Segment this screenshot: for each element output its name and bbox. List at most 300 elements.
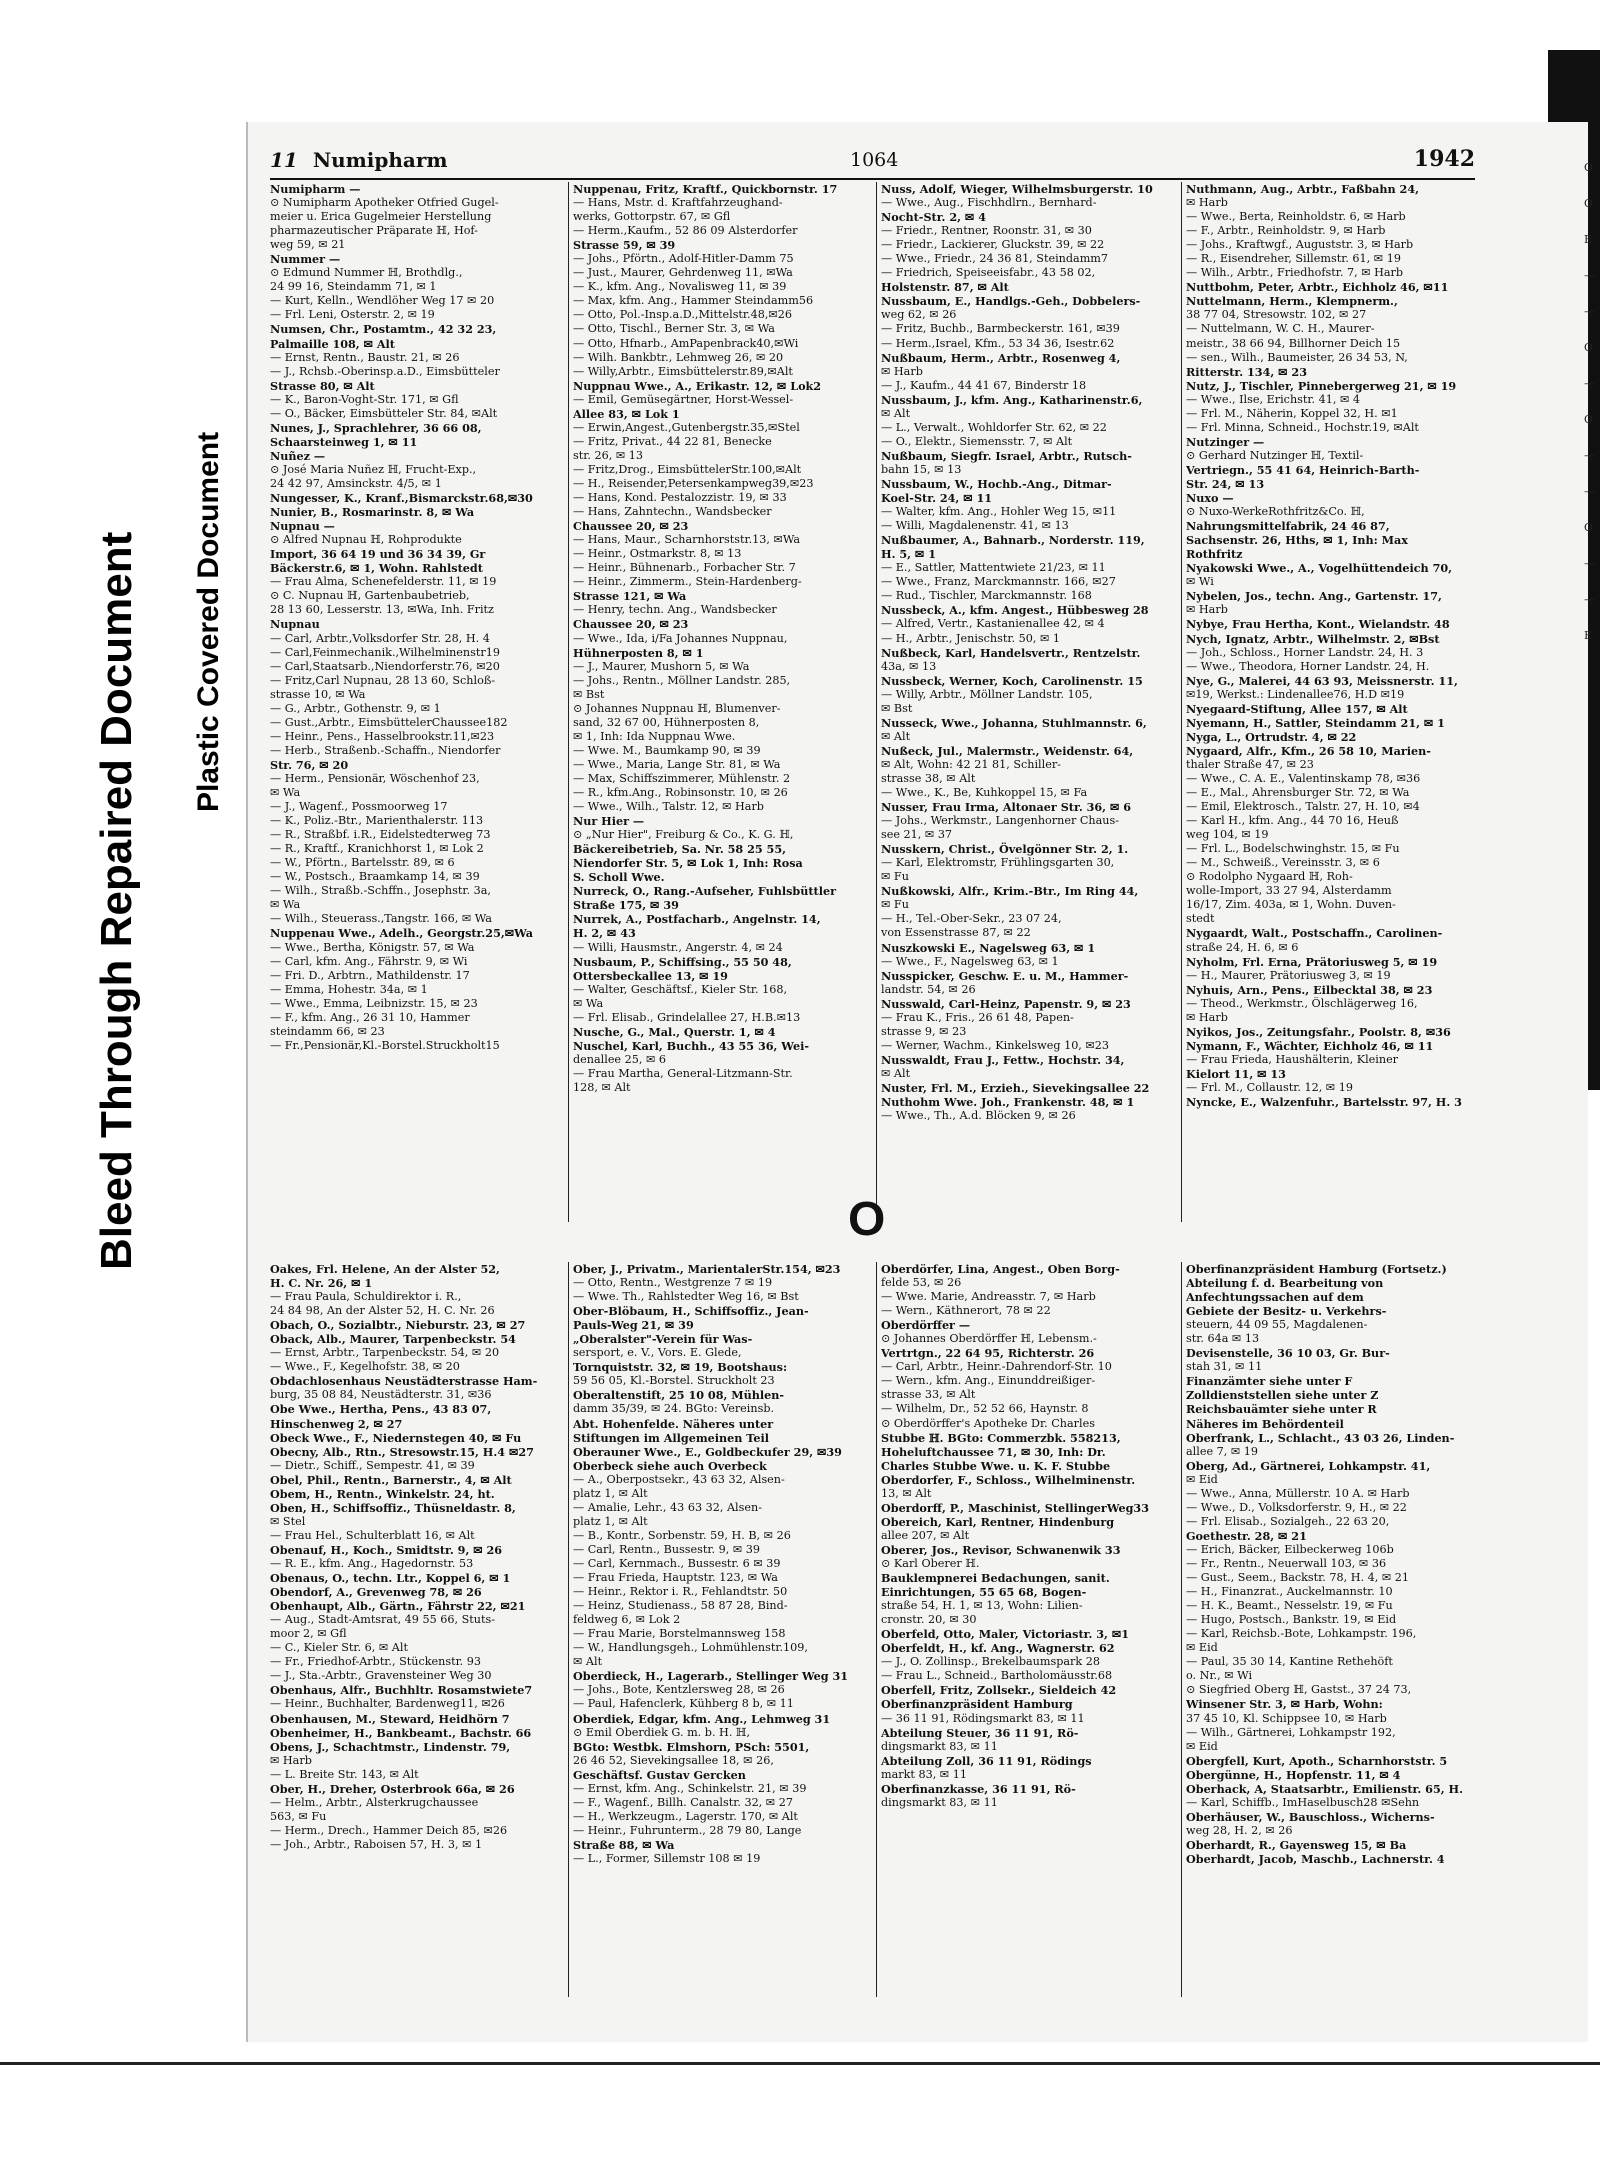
edge-fragment: — xyxy=(1584,557,1595,570)
directory-entry-line: — Henry, techn. Ang., Wandsbecker xyxy=(573,603,777,617)
edge-fragment: O xyxy=(1584,413,1594,426)
directory-entry-line: — Karl, Schiffb., ImHaselbusch28 ✉Sehn xyxy=(1186,1795,1420,1809)
directory-entry-line: — sen., Wilh., Baumeister, 26 34 53, N, xyxy=(1186,350,1408,364)
directory-entry-line: — Frau L., Schneid., Bartholomäusstr.68 xyxy=(881,1669,1113,1683)
directory-entry-line: 563, ✉ Fu xyxy=(270,1809,327,1823)
directory-entry-line: Nuszkowski E., Nagelsweg 63, ✉ 1 xyxy=(881,940,1096,955)
directory-entry-line: Nummer — xyxy=(270,252,341,267)
directory-entry-line: — Heinz, Studienass., 58 87 28, Bind- xyxy=(573,1599,788,1613)
directory-entry-line: — Karl H., kfm. Ang., 44 70 16, Heuß xyxy=(1186,814,1399,828)
directory-entry-line: — Willi, Hausmstr., Angerstr. 4, ✉ 24 xyxy=(573,940,783,954)
directory-entry-line: Strasse 59, ✉ 39 xyxy=(573,238,676,253)
directory-entry-line: Nuppenau Wwe., Adelh., Georgstr.25,✉Wa xyxy=(270,926,533,941)
header-year: 1942 xyxy=(1413,146,1475,172)
directory-entry-line: — Wilh. Bankbtr., Lehmweg 26, ✉ 20 xyxy=(573,350,784,364)
directory-entry-line: Oberer, Jos., Revisor, Schwanenwik 33 xyxy=(881,1542,1121,1557)
scan-bottom-rule xyxy=(0,2062,1600,2065)
directory-entry-line: — Frau Martha, General-Litzmann-Str. xyxy=(573,1066,793,1080)
directory-entry-line: — Otto, Rentn., Westgrenze 7 ✉ 19 xyxy=(573,1276,773,1290)
directory-entry-line: — Max, kfm. Ang., Hammer Steindamm56 xyxy=(573,294,814,308)
directory-entry-line: Oberfinanzpräsident Hamburg xyxy=(881,1697,1073,1712)
directory-entry-line: ⊙ Alfred Nupnau ℍ, Rohprodukte xyxy=(270,533,462,547)
bottom-column-4 xyxy=(1186,1262,1475,1997)
directory-entry-line: — Wilh., Gärtnerei, Lohkampstr 192, xyxy=(1186,1725,1396,1739)
directory-entry-line: — Frau Marie, Borstelmannsweg 158 xyxy=(573,1627,786,1641)
top-column-4 xyxy=(1186,182,1475,1222)
directory-entry-line: Oberfinanzpräsident Hamburg (Fortsetz.) xyxy=(1186,1262,1447,1276)
directory-entry-line: 37 45 10, Kl. Schippsee 10, ✉ Harb xyxy=(1186,1711,1387,1725)
directory-entry-line: Nußbeck, Karl, Handelsvertr., Rentzelstr. xyxy=(881,645,1141,660)
directory-entry-line: ✉ Alt xyxy=(573,1655,603,1669)
edge-fragment: E xyxy=(1584,233,1593,246)
directory-entry-line: — Wwe., Friedr., 24 36 81, Steindamm7 xyxy=(881,252,1109,266)
top-column-2 xyxy=(573,182,868,1222)
directory-entry-line: moor 2, ✉ Gfl xyxy=(270,1627,347,1641)
directory-entry-line: — Otto, Tischl., Berner Str. 3, ✉ Wa xyxy=(573,322,775,336)
directory-entry-line: — Wwe., C. A. E., Valentinskamp 78, ✉36 xyxy=(1186,771,1421,785)
directory-entry-line: Strasse 80, ✉ Alt xyxy=(270,378,375,393)
directory-entry-line: — Friedr., Rentner, Roonstr. 31, ✉ 30 xyxy=(881,224,1092,238)
directory-entry-line: — H., Maurer, Prätoriusweg 3, ✉ 19 xyxy=(1186,968,1391,982)
directory-entry-line: weg 104, ✉ 19 xyxy=(1186,828,1269,842)
edge-fragment: O xyxy=(1584,521,1594,534)
directory-entry-line: — Herb., Straßenb.-Schaffn., Niendorfer xyxy=(270,743,501,757)
directory-entry-line: — Gust.,Arbtr., EimsbüttelerChaussee182 xyxy=(270,715,508,729)
directory-entry-line: Nusbaum, P., Schiffsing., 55 50 48, xyxy=(573,954,792,969)
directory-entry-line: Oakes, Frl. Helene, An der Alster 52, xyxy=(270,1262,500,1276)
directory-entry-line: Ober, H., Dreher, Osterbrook 66a, ✉ 26 xyxy=(270,1781,515,1796)
directory-entry-line: — Fritz,Drog., EimsbüttelerStr.100,✉Alt xyxy=(573,462,802,476)
directory-entry-line: Bauklempnerei Bedachungen, sanit. xyxy=(881,1571,1110,1586)
directory-entry-line: — Karl, Elektromstr, Frühlingsgarten 30, xyxy=(881,856,1115,870)
directory-entry-line: — J., Maurer, Mushorn 5, ✉ Wa xyxy=(573,659,750,673)
directory-entry-line: ✉ Alt, Wohn: 42 21 81, Schiller- xyxy=(881,757,1061,771)
directory-entry-line: — Joh., Arbtr., Raboisen 57, H. 3, ✉ 1 xyxy=(270,1837,483,1851)
directory-entry-line: damm 35/39, ✉ 24. BGto: Vereinsb. xyxy=(573,1402,775,1416)
directory-entry-line: Numipharm — xyxy=(270,182,361,196)
directory-entry-line: ✉ Eid xyxy=(1186,1472,1218,1486)
edge-fragment: E xyxy=(1584,629,1593,642)
directory-entry-line: — Frau Frieda, Hauptstr. 123, ✉ Wa xyxy=(573,1571,778,1585)
directory-entry-line: S. Scholl Wwe. xyxy=(573,870,665,885)
directory-entry-line: Nuttbohm, Peter, Arbtr., Eichholz 46, ✉11 xyxy=(1186,280,1449,295)
directory-entry-line: — Wilh., Steuerass.,Tangstr. 166, ✉ Wa xyxy=(270,912,492,926)
directory-entry-line: — J., Sta.-Arbtr., Gravensteiner Weg 30 xyxy=(270,1669,492,1683)
directory-entry-line: — Dietr., Schiff., Sempestr. 41, ✉ 39 xyxy=(270,1458,475,1472)
directory-entry-line: see 21, ✉ 37 xyxy=(881,828,953,842)
directory-entry-line: ✉ Fu xyxy=(881,870,909,884)
directory-entry-line: — H., Arbtr., Jenischstr. 50, ✉ 1 xyxy=(881,631,1061,645)
edge-fragment: — xyxy=(1584,269,1595,282)
directory-entry-line: — E., Sattler, Mattentwiete 21/23, ✉ 11 xyxy=(881,561,1106,575)
directory-entry-line: Obenauf, H., Koch., Smidtstr. 9, ✉ 26 xyxy=(270,1542,503,1557)
directory-entry-line: Import, 36 64 19 und 36 34 39, Gr xyxy=(270,547,486,562)
directory-entry-line: Obdachlosenhaus Neustädterstrasse Ham- xyxy=(270,1374,538,1389)
directory-entry-line: ⊙ Nuxo-WerkeRothfritz&Co. ℍ, xyxy=(1186,505,1365,519)
directory-entry-line: Nuppenau, Fritz, Kraftf., Quickbornstr. 17 xyxy=(573,182,838,196)
directory-entry-line: — Carl, Arbtr.,Volksdorfer Str. 28, H. 4 xyxy=(270,631,490,645)
directory-entry-line: „Oberalster"-Verein für Was- xyxy=(573,1332,753,1347)
directory-entry-line: — Johs., Bote, Kentzlersweg 28, ✉ 26 xyxy=(573,1683,785,1697)
directory-entry-line: — 36 11 91, Rödingsmarkt 83, ✉ 11 xyxy=(881,1711,1085,1725)
directory-entry-line: Nusche, G., Mal., Querstr. 1, ✉ 4 xyxy=(573,1024,776,1039)
directory-entry-line: — Johs., Rentn., Möllner Landstr. 285, xyxy=(573,673,791,687)
directory-entry-line: ⊙ Siegfried Oberg ℍ, Gastst., 37 24 73, xyxy=(1186,1683,1412,1697)
directory-entry-line: — Wilh., Arbtr., Friedhofstr. 7, ✉ Harb xyxy=(1186,266,1404,280)
directory-entry-line: — Paul, Hafenclerk, Kühberg 8 b, ✉ 11 xyxy=(573,1697,794,1711)
directory-entry-line: ⊙ Rodolpho Nygaard ℍ, Roh- xyxy=(1186,870,1353,884)
directory-entry-line: Obenaus, O., techn. Ltr., Koppel 6, ✉ 1 xyxy=(270,1571,511,1586)
directory-entry-line: — Walter, Geschäftsf., Kieler Str. 168, xyxy=(573,982,788,996)
directory-entry-line: — Alfred, Vertr., Kastanienallee 42, ✉ 4 xyxy=(881,617,1105,631)
directory-entry-line: Nybelen, Jos., techn. Ang., Gartenstr. 17, xyxy=(1186,589,1442,604)
directory-entry-line: Oberfeld, Otto, Maler, Victoriastr. 3, ✉1 xyxy=(881,1627,1129,1642)
edge-fragment: — xyxy=(1584,449,1595,462)
directory-entry-line: Stiftungen im Allgemeinen Teil xyxy=(573,1430,769,1445)
directory-entry-line: steuern, 44 09 55, Magdalenen- xyxy=(1186,1318,1368,1332)
directory-entry-line: — Wwe., Ilse, Erichstr. 41, ✉ 4 xyxy=(1186,392,1361,406)
directory-entry-line: Nupnau xyxy=(270,617,320,632)
directory-entry-line: Obenhausen, M., Steward, Heidhörn 7 xyxy=(270,1711,510,1726)
edge-fragment: — xyxy=(1584,593,1595,606)
directory-entry-line: — K., Poliz.-Btr., Marienthalerstr. 113 xyxy=(270,814,484,828)
directory-entry-line: — Wwe. M., Baumkamp 90, ✉ 39 xyxy=(573,743,761,757)
directory-entry-line: Hoheluftchaussee 71, ✉ 30, Inh: Dr. xyxy=(881,1444,1106,1459)
directory-entry-line: Nusspicker, Geschw. E. u. M., Hammer- xyxy=(881,968,1129,983)
directory-entry-line: — Wern., kfm. Ang., Einunddreißiger- xyxy=(881,1374,1096,1388)
directory-entry-line: Oben, H., Schiffsoffiz., Thüsneldastr. 8, xyxy=(270,1500,516,1515)
directory-entry-line: stedt xyxy=(1186,912,1215,926)
column-divider xyxy=(1181,182,1182,1222)
directory-entry-line: Nye, G., Malerei, 44 63 93, Meissnerstr. 11, xyxy=(1186,673,1458,688)
directory-entry-line: — C., Kieler Str. 6, ✉ Alt xyxy=(270,1641,408,1655)
column-divider xyxy=(876,182,877,1222)
directory-entry-line: — Johs., Kraftwgf., Auguststr. 3, ✉ Harb xyxy=(1186,238,1414,252)
directory-entry-line: — Wwe., Bertha, Königstr. 57, ✉ Wa xyxy=(270,940,475,954)
directory-entry-line: — Fri. D., Arbtrn., Mathildenstr. 17 xyxy=(270,968,470,982)
directory-entry-line: Obereich, Karl, Rentner, Hindenburg xyxy=(881,1514,1115,1529)
directory-entry-line: 26 46 52, Sievekingsallee 18, ✉ 26, xyxy=(573,1753,774,1767)
directory-entry-line: — J., Kaufm., 44 41 67, Binderstr 18 xyxy=(881,378,1087,392)
directory-entry-line: Nurrek, A., Postfacharb., Angelnstr. 14, xyxy=(573,912,821,927)
directory-entry-line: weg 28, H. 2, ✉ 26 xyxy=(1186,1823,1293,1837)
directory-entry-line: Nybye, Frau Hertha, Kont., Wielandstr. 48 xyxy=(1186,617,1450,632)
directory-entry-line: — Nuttelmann, W. C. H., Maurer- xyxy=(1186,322,1375,336)
directory-entry-line: — L., Former, Sillemstr 108 ✉ 19 xyxy=(573,1851,761,1865)
directory-entry-line: — R., Kraftf., Kranichhorst 1, ✉ Lok 2 xyxy=(270,842,484,856)
directory-entry-line: 16/17, Zim. 403a, ✉ 1, Wohn. Duven- xyxy=(1186,898,1396,912)
directory-entry-line: Nussbaum, W., Hochb.-Ang., Ditmar- xyxy=(881,476,1112,491)
bleed-through-label: Bleed Through Repaired Document xyxy=(92,531,141,1270)
directory-entry-line: Nyakowski Wwe., A., Vogelhüttendeich 70, xyxy=(1186,561,1453,576)
directory-entry-line: — Wwe., Emma, Leibnizstr. 15, ✉ 23 xyxy=(270,996,478,1010)
directory-entry-line: Nupnau — xyxy=(270,519,335,534)
directory-entry-line: — L. Breite Str. 143, ✉ Alt xyxy=(270,1767,419,1781)
directory-entry-line: Nussbaum, J., kfm. Ang., Katharinenstr.6, xyxy=(881,392,1143,407)
directory-entry-line: Nocht-Str. 2, ✉ 4 xyxy=(881,210,986,225)
directory-entry-line: Nyegaard-Stiftung, Allee 157, ✉ Alt xyxy=(1186,701,1408,716)
section-letter: O xyxy=(848,1193,886,1246)
directory-entry-line: ⊙ Emil Oberdiek G. m. b. H. ℍ, xyxy=(573,1725,751,1739)
page-header xyxy=(270,146,1475,176)
directory-entry-line: meier u. Erica Gugelmeier Herstellung xyxy=(270,210,492,224)
directory-entry-line: Obergfell, Kurt, Apoth., Scharnhorststr. 5 xyxy=(1186,1753,1448,1768)
directory-entry-line: Allee 83, ✉ Lok 1 xyxy=(573,406,680,421)
directory-entry-line: — Heinr., Bühnenarb., Forbacher Str. 7 xyxy=(573,561,796,575)
directory-entry-line: — Fr., Friedhof-Arbtr., Stückenstr. 93 xyxy=(270,1655,482,1669)
directory-entry-line: Nussbeck, A., kfm. Angest., Hübbesweg 28 xyxy=(881,603,1149,618)
directory-entry-line: — Rud., Tischler, Marckmannstr. 168 xyxy=(881,589,1092,603)
directory-entry-line: — Willy, Arbtr., Möllner Landstr. 105, xyxy=(881,687,1093,701)
directory-entry-line: H. 5, ✉ 1 xyxy=(881,547,936,562)
directory-entry-line: Reichsbauämter siehe unter R xyxy=(1186,1402,1377,1417)
directory-entry-line: allee 7, ✉ 19 xyxy=(1186,1444,1259,1458)
directory-entry-line: — Fritz,Carl Nupnau, 28 13 60, Schloß- xyxy=(270,673,496,687)
directory-entry-line: — Kurt, Kelln., Wendlöher Weg 17 ✉ 20 xyxy=(270,294,495,308)
edge-fragment: — xyxy=(1584,377,1595,390)
directory-entry-line: — Frau Frieda, Haushälterin, Kleiner xyxy=(1186,1052,1399,1066)
directory-entry-line: wolle-Import, 33 27 94, Alsterdamm xyxy=(1186,884,1392,898)
directory-entry-line: — Heinr., Pens., Hasselbrookstr.11,✉23 xyxy=(270,729,495,743)
directory-entry-line: felde 53, ✉ 26 xyxy=(881,1276,962,1290)
directory-entry-line: — Frl. L., Bodelschwinghstr. 15, ✉ Fu xyxy=(1186,842,1400,856)
directory-entry-line: — Frl. Minna, Schneid., Hochstr.19, ✉Alt xyxy=(1186,420,1419,434)
directory-entry-line: — Friedr., Lackierer, Gluckstr. 39, ✉ 22 xyxy=(881,238,1105,252)
directory-entry-line: — H., Tel.-Ober-Sekr., 23 07 24, xyxy=(881,912,1062,926)
directory-entry-line: — K., Baron-Voght-Str. 171, ✉ Gfl xyxy=(270,392,459,406)
directory-entry-line: ⊙ Oberdörffer's Apotheke Dr. Charles xyxy=(881,1416,1095,1430)
directory-entry-line: — F., Arbtr., Reinholdstr. 9, ✉ Harb xyxy=(1186,224,1386,238)
directory-entry-line: Nygaardt, Walt., Postschaffn., Carolinen- xyxy=(1186,926,1443,941)
directory-entry-line: — Herm.,Kaufm., 52 86 09 Alsterdorfer xyxy=(573,224,798,238)
directory-entry-line: Nutzinger — xyxy=(1186,434,1265,449)
directory-entry-line: Bäckerstr.6, ✉ 1, Wohn. Rahlstedt xyxy=(270,561,483,576)
directory-entry-line: ⊙ Karl Oberer ℍ. xyxy=(881,1556,980,1570)
directory-entry-line: Devisenstelle, 36 10 03, Gr. Bur- xyxy=(1186,1346,1390,1361)
directory-entry-line: — Heinr., Fuhrunterm., 28 79 80, Lange xyxy=(573,1823,802,1837)
directory-entry-line: ✉ Fu xyxy=(881,898,909,912)
directory-entry-line: — H., Reisender,Petersenkampweg39,✉23 xyxy=(573,476,814,490)
directory-entry-line: — Frau Hel., Schulterblatt 16, ✉ Alt xyxy=(270,1528,475,1542)
directory-entry-line: ✉ Harb xyxy=(881,364,923,378)
directory-entry-line: — Wwe., F., Kegelhofstr. 38, ✉ 20 xyxy=(270,1360,460,1374)
directory-entry-line: ⊙ Johannes Nuppnau ℍ, Blumenver- xyxy=(573,701,781,715)
directory-entry-line: — Frau Alma, Schenefelderstr. 11, ✉ 19 xyxy=(270,575,497,589)
directory-entry-line: straße 24, H. 6, ✉ 6 xyxy=(1186,940,1299,954)
directory-entry-line: — Wwe. Marie, Andreasstr. 7, ✉ Harb xyxy=(881,1290,1096,1304)
directory-entry-line: Nußbaum, Herm., Arbtr., Rosenweg 4, xyxy=(881,350,1121,365)
directory-entry-line: Nygaard, Alfr., Kfm., 26 58 10, Marien- xyxy=(1186,743,1431,758)
directory-entry-line: — Emil, Elektrosch., Talstr. 27, H. 10, ✉4 xyxy=(1186,800,1420,814)
directory-entry-line: cronstr. 20, ✉ 30 xyxy=(881,1613,977,1627)
directory-entry-line: — A., Oberpostsekr., 43 63 32, Alsen- xyxy=(573,1472,785,1486)
directory-entry-line: werks, Gottorpstr. 67, ✉ Gfl xyxy=(573,210,731,224)
directory-entry-line: ✉ Harb xyxy=(1186,603,1228,617)
top-column-1 xyxy=(270,182,560,1222)
directory-entry-line: — Wwe., Aug., Fischhdlrn., Bernhard- xyxy=(881,196,1097,210)
directory-entry-line: ✉ 1, Inh: Ida Nuppnau Wwe. xyxy=(573,729,736,743)
directory-entry-line: — Wwe., D., Volksdorferstr. 9, H., ✉ 22 xyxy=(1186,1500,1407,1514)
directory-entry-line: Nyncke, E., Walzenfuhr., Bartelsstr. 97, H. 3 xyxy=(1186,1095,1462,1110)
directory-entry-line: Nuthmann, Aug., Arbtr., Faßbahn 24, xyxy=(1186,182,1420,196)
directory-entry-line: Obenhaus, Alfr., Buchhltr. Rosamstwiete7 xyxy=(270,1683,533,1698)
directory-entry-line: platz 1, ✉ Alt xyxy=(573,1514,648,1528)
directory-entry-line: Bäckereibetrieb, Sa. Nr. 58 25 55, xyxy=(573,842,787,857)
directory-entry-line: Nych, Ignatz, Arbtr., Wilhelmstr. 2, ✉Bst xyxy=(1186,631,1440,646)
directory-entry-line: strasse 10, ✉ Wa xyxy=(270,687,366,701)
directory-entry-line: — F., kfm. Ang., 26 31 10, Hammer xyxy=(270,1010,470,1024)
directory-entry-line: Nuster, Frl. M., Erzieh., Sievekingsallee 22 xyxy=(881,1081,1150,1095)
directory-entry-line: BGto: Westbk. Elmshorn, PSch: 5501, xyxy=(573,1739,810,1754)
directory-entry-line: Oberdorfer, F., Schloss., Wilhelminenstr. xyxy=(881,1472,1136,1487)
directory-entry-line: — Wwe., F., Nagelsweg 63, ✉ 1 xyxy=(881,954,1059,968)
directory-entry-line: 24 84 98, An der Alster 52, H. C. Nr. 26 xyxy=(270,1304,495,1318)
directory-entry-line: Oberdorff, P., Maschinist, StellingerWeg33 xyxy=(881,1500,1149,1515)
directory-entry-line: Oberdieck, H., Lagerarb., Stellinger Weg 31 xyxy=(573,1669,849,1684)
directory-entry-line: — Carl, kfm. Ang., Fährstr. 9, ✉ Wi xyxy=(270,954,468,968)
edge-fragment: — xyxy=(1584,485,1595,498)
directory-entry-line: — Wwe. Th., Rahlstedter Weg 16, ✉ Bst xyxy=(573,1290,799,1304)
directory-entry-line: — Amalie, Lehr., 43 63 32, Alsen- xyxy=(573,1500,762,1514)
directory-entry-line: Vertriegn., 55 41 64, Heinrich-Barth- xyxy=(1186,462,1420,477)
directory-entry-line: — Gust., Seem., Backstr. 78, H. 4, ✉ 21 xyxy=(1186,1571,1409,1585)
directory-entry-line: Abteilung Zoll, 36 11 91, Rödings xyxy=(881,1753,1092,1768)
directory-entry-line: Numsen, Chr., Postamtm., 42 32 23, xyxy=(270,322,497,337)
directory-entry-line: ⊙ Edmund Nummer ℍ, Brothdlg., xyxy=(270,266,463,280)
directory-entry-line: ✉ Harb xyxy=(270,1753,312,1767)
directory-entry-line: denallee 25, ✉ 6 xyxy=(573,1052,667,1066)
directory-entry-line: Nyholm, Frl. Erna, Prätoriusweg 5, ✉ 19 xyxy=(1186,954,1438,969)
directory-entry-line: — Walter, kfm. Ang., Hohler Weg 15, ✉11 xyxy=(881,505,1117,519)
directory-entry-line: Nusskern, Christ., Övelgönner Str. 2, 1. xyxy=(881,842,1129,857)
directory-entry-line: Nunes, J., Sprachlehrer, 36 66 08, xyxy=(270,420,482,435)
directory-entry-line: — Carl,Staatsarb.,Niendorferstr.76, ✉20 xyxy=(270,659,500,673)
directory-entry-line: Obergünne, H., Hopfenstr. 11, ✉ 4 xyxy=(1186,1767,1401,1782)
directory-entry-line: — E., Mal., Ahrensburger Str. 72, ✉ Wa xyxy=(1186,786,1410,800)
directory-entry-line: Nurreck, O., Rang.-Aufseher, Fuhlsbüttler xyxy=(573,884,836,899)
directory-entry-line: — Aug., Stadt-Amtsrat, 49 55 66, Stuts- xyxy=(270,1613,495,1627)
directory-entry-line: Nur Hier — xyxy=(573,814,645,829)
directory-entry-line: Str. 76, ✉ 20 xyxy=(270,757,349,772)
directory-entry-line: — Heinr., Ostmarkstr. 8, ✉ 13 xyxy=(573,547,742,561)
top-listing-block xyxy=(270,182,1475,1222)
directory-entry-line: o. Nr., ✉ Wi xyxy=(1186,1669,1253,1683)
directory-entry-line: — R. E., kfm. Ang., Hagedornstr. 53 xyxy=(270,1556,474,1570)
directory-entry-line: steindamm 66, ✉ 23 xyxy=(270,1024,385,1038)
directory-entry-line: — Werner, Wachm., Kinkelsweg 10, ✉23 xyxy=(881,1038,1110,1052)
directory-entry-line: — Wwe., K., Be, Kuhkoppel 15, ✉ Fa xyxy=(881,786,1088,800)
directory-entry-line: straße 54, H. 1, ✉ 13, Wohn: Lilien- xyxy=(881,1599,1083,1613)
directory-entry-line: — Herm., Drech., Hammer Deich 85, ✉26 xyxy=(270,1823,508,1837)
directory-entry-line: — H., Finanzrat., Auckelmannstr. 10 xyxy=(1186,1585,1393,1599)
directory-entry-line: Hinschenweg 2, ✉ 27 xyxy=(270,1416,403,1431)
directory-entry-line: 24 99 16, Steindamm 71, ✉ 1 xyxy=(270,280,437,294)
directory-entry-line: Nußbaumer, A., Bahnarb., Norderstr. 119, xyxy=(881,533,1145,548)
directory-entry-line: — Erich, Bäcker, Eilbeckerweg 106b xyxy=(1186,1542,1394,1556)
directory-entry-line: Obecny, Alb., Rtn., Stresowstr.15, H.4 ✉27 xyxy=(270,1444,534,1459)
directory-entry-line: — Joh., Schloss., Horner Landstr. 24, H. 3 xyxy=(1186,645,1424,659)
directory-entry-line: ✉ Stel xyxy=(270,1514,306,1528)
directory-entry-line: str. 26, ✉ 13 xyxy=(573,448,643,462)
directory-entry-line: ⊙ Numipharm Apotheker Otfried Gugel- xyxy=(270,196,499,210)
directory-entry-line: ⊙ Gerhard Nutzinger ℍ, Textil- xyxy=(1186,448,1364,462)
column-divider xyxy=(1181,1262,1182,1997)
directory-entry-line: Str. 24, ✉ 13 xyxy=(1186,476,1265,491)
directory-entry-line: ✉ Wa xyxy=(270,898,301,912)
directory-entry-line: Rothfritz xyxy=(1186,547,1243,562)
directory-entry-line: — W., Handlungsgeh., Lohmühlenstr.109, xyxy=(573,1641,808,1655)
directory-entry-line: Nussbeck, Werner, Koch, Carolinenstr. 15 xyxy=(881,673,1143,688)
directory-entry-line: sand, 32 67 00, Hühnerposten 8, xyxy=(573,715,760,729)
directory-entry-line: — Hans, Zahntechn., Wandsbecker xyxy=(573,505,772,519)
directory-entry-line: ✉ Harb xyxy=(1186,196,1228,210)
directory-entry-line: 43a, ✉ 13 xyxy=(881,659,937,673)
directory-entry-line: Oberfeldt, H., kf. Ang., Wagnerstr. 62 xyxy=(881,1641,1115,1656)
directory-entry-line: ⊙ „Nur Hier", Freiburg & Co., K. G. ℍ, xyxy=(573,828,794,842)
header-title: Numipharm xyxy=(312,148,448,172)
directory-entry-line: ✉ Bst xyxy=(573,687,605,701)
directory-entry-line: Abteilung f. d. Bearbeitung von xyxy=(1186,1276,1384,1291)
directory-entry-line: strasse 38, ✉ Alt xyxy=(881,771,976,785)
directory-entry-line: — O., Bäcker, Eimsbütteler Str. 84, ✉Alt xyxy=(270,406,498,420)
directory-entry-line: Nussbaum, E., Handlgs.-Geh., Dobbelers- xyxy=(881,294,1141,309)
directory-entry-line: — H. K., Beamt., Nesselstr. 19, ✉ Fu xyxy=(1186,1599,1393,1613)
directory-entry-line: allee 207, ✉ Alt xyxy=(881,1528,970,1542)
column-divider xyxy=(568,182,569,1222)
directory-entry-line: Charles Stubbe Wwe. u. K. F. Stubbe xyxy=(881,1458,1111,1473)
directory-entry-line: Oberdörfer, Lina, Angest., Oben Borg- xyxy=(881,1262,1120,1276)
directory-entry-line: — W., Postsch., Braamkamp 14, ✉ 39 xyxy=(270,870,480,884)
directory-entry-line: — Fr., Rentn., Neuerwall 103, ✉ 36 xyxy=(1186,1556,1387,1570)
directory-entry-line: — O., Elektr., Siemensstr. 7, ✉ Alt xyxy=(881,434,1073,448)
directory-entry-line: 59 56 05, Kl.-Borstel. Struckholt 23 xyxy=(573,1374,775,1388)
directory-entry-line: — G., Arbtr., Gothenstr. 9, ✉ 1 xyxy=(270,701,441,715)
directory-entry-line: ✉19, Werkst.: Lindenallee76, H.D ✉19 xyxy=(1186,687,1405,701)
directory-entry-line: Nuss, Adolf, Wieger, Wilhelmsburgerstr. 10 xyxy=(881,182,1153,196)
directory-entry-line: Einrichtungen, 55 65 68, Bogen- xyxy=(881,1585,1087,1600)
directory-entry-line: — L., Verwalt., Wohldorfer Str. 62, ✉ 22 xyxy=(881,420,1107,434)
directory-entry-line: ✉ Wa xyxy=(270,786,301,800)
directory-entry-line: Obenheimer, H., Bankbeamt., Bachstr. 66 xyxy=(270,1725,532,1740)
bottom-column-1 xyxy=(270,1262,560,1997)
directory-entry-line: — Frl. M., Näherin, Koppel 32, H. ✉1 xyxy=(1186,406,1398,420)
directory-entry-line: — J., O. Zollinsp., Brekelbaumspark 28 xyxy=(881,1655,1100,1669)
directory-entry-line: ⊙ Johannes Oberdörffer ℍ, Lebensm.- xyxy=(881,1332,1097,1346)
directory-entry-line: — Ernst, Rentn., Baustr. 21, ✉ 26 xyxy=(270,350,460,364)
directory-entry-line: Vertrtgn., 22 64 95, Richterstr. 26 xyxy=(881,1346,1095,1361)
bottom-column-2 xyxy=(573,1262,868,1997)
directory-entry-line: — Wwe., Th., A.d. Blöcken 9, ✉ 26 xyxy=(881,1109,1076,1123)
edge-fragment: — xyxy=(1584,305,1595,318)
directory-entry-line: — W., Pförtn., Bartelsstr. 89, ✉ 6 xyxy=(270,856,455,870)
directory-entry-line: — B., Kontr., Sorbenstr. 59, H. B, ✉ 26 xyxy=(573,1528,791,1542)
directory-entry-line: Nusseck, Wwe., Johanna, Stuhlmannstr. 6, xyxy=(881,715,1147,730)
directory-entry-line: Obeck Wwe., F., Niedernstegen 40, ✉ Fu xyxy=(270,1430,522,1445)
directory-entry-line: Abt. Hohenfelde. Näheres unter xyxy=(573,1416,774,1431)
directory-entry-line: 28 13 60, Lesserstr. 13, ✉Wa, Inh. Fritz xyxy=(270,603,494,617)
directory-entry-line: — Johs., Pförtn., Adolf-Hitler-Damm 75 xyxy=(573,252,794,266)
directory-entry-line: Nyga, L., Ortrudstr. 4, ✉ 22 xyxy=(1186,729,1357,744)
directory-entry-line: — Carl, Rentn., Bussestr. 9, ✉ 39 xyxy=(573,1542,761,1556)
directory-entry-line: Sachsenstr. 26, Hths, ✉ 1, Inh: Max xyxy=(1186,533,1408,548)
directory-entry-line: Nymann, F., Wächter, Eichholz 46, ✉ 11 xyxy=(1186,1038,1434,1053)
directory-entry-line: feldweg 6, ✉ Lok 2 xyxy=(573,1613,681,1627)
directory-entry-line: von Essenstrasse 87, ✉ 22 xyxy=(881,926,1031,940)
directory-entry-line: Strasse 121, ✉ Wa xyxy=(573,589,687,604)
directory-entry-line: Chaussee 20, ✉ 23 xyxy=(573,617,689,632)
directory-entry-line: Gebiete der Besitz- u. Verkehrs- xyxy=(1186,1304,1387,1319)
directory-entry-line: — F., Wagenf., Billh. Canalstr. 32, ✉ 27 xyxy=(573,1795,793,1809)
